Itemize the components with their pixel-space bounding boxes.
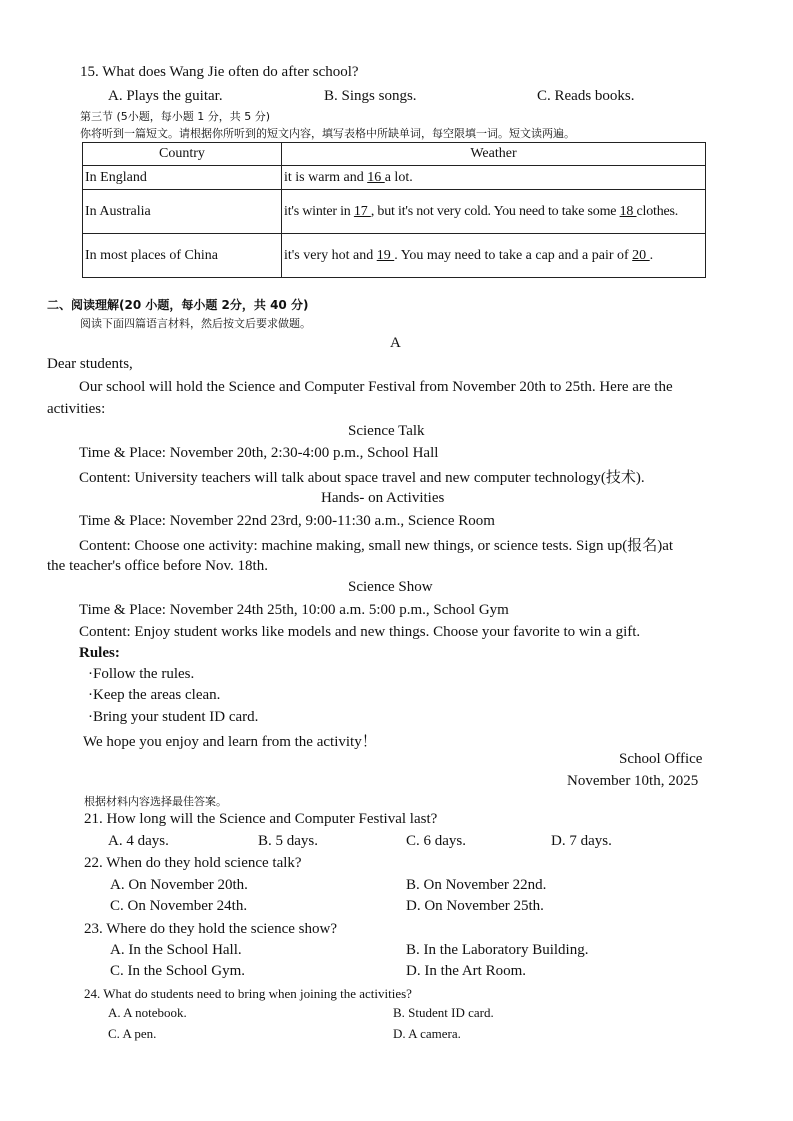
blank-20: 20 (632, 247, 650, 263)
science-talk-content: Content: University teachers will talk about space travel and new computer technology(技术). (79, 470, 645, 486)
science-talk-time: Time & Place: November 20th, 2:30-4:00 p.m., School Hall (79, 445, 439, 461)
col-header-country: Country (83, 143, 282, 166)
blank-18: 18 (619, 203, 637, 219)
option-15c: C. Reads books. (537, 88, 635, 104)
letter-date: November 10th, 2025 (567, 773, 699, 789)
option-22d: D. On November 25th. (406, 898, 544, 914)
blank-16: 16 (367, 169, 385, 185)
hands-on-content-2: the teacher's office before Nov. 18th. (47, 558, 268, 574)
part2-heading: 二、阅读理解(20 小题，每小题 2分，共 40 分) (47, 298, 309, 312)
weather-cell: it is warm and 16 a lot. (282, 166, 706, 190)
option-21b: B. 5 days. (258, 833, 318, 849)
rule-3: ·Bring your student ID card. (88, 709, 259, 725)
greeting: Dear students, (47, 356, 133, 372)
option-15a: A. Plays the guitar. (108, 88, 223, 104)
science-show-content: Content: Enjoy student works like models and new things. Choose your favorite to win a gift. (79, 624, 641, 640)
option-15b: B. Sings songs. (324, 88, 417, 104)
table-row (83, 234, 706, 278)
option-23d: D. In the Art Room. (406, 963, 526, 979)
table-row (83, 190, 706, 234)
blank-17: 17 (353, 203, 371, 219)
weather-cell: it's winter in 17 , but it's not very cold. You need to take some 18 clothes. (282, 190, 706, 234)
option-21c: C. 6 days. (406, 833, 466, 849)
option-24a: A. A notebook. (108, 1005, 187, 1020)
blank-19: 19 (376, 247, 395, 263)
option-21a: A. 4 days. (108, 833, 169, 849)
option-23c: C. In the School Gym. (110, 963, 245, 979)
intro-line-2: activities: (47, 401, 106, 417)
hands-on-title: Hands- on Activities (321, 490, 445, 506)
rules-label: Rules: (79, 645, 120, 661)
rule-1: ·Follow the rules. (88, 666, 195, 682)
question-22: 22. When do they hold science talk? (84, 855, 302, 871)
section3-instruction: 你将听到一篇短文。请根据你所听到的短文内容，填写表格中所缺单词，每空限填一词。短文读两遍。 (80, 127, 575, 140)
option-22c: C. On November 24th. (110, 898, 248, 914)
option-24c: C. A pen. (108, 1026, 157, 1041)
closing-line: We hope you enjoy and learn from the activity！ (83, 734, 377, 750)
question-23: 23. Where do they hold the science show? (84, 921, 337, 937)
hands-on-content-1: Content: Choose one activity: machine making, small new things, or science tests. Sign up(报名)at (79, 538, 674, 554)
science-show-title: Science Show (348, 579, 433, 595)
option-24b: B. Student ID card. (393, 1005, 494, 1020)
option-23b: B. In the Laboratory Building. (406, 942, 589, 958)
weather-cell: it's very hot and 19 . You may need to take a cap and a pair of 20 . (282, 234, 706, 278)
option-22b: B. On November 22nd. (406, 877, 547, 893)
option-22a: A. On November 20th. (110, 877, 248, 893)
science-talk-title: Science Talk (348, 423, 425, 439)
country-cell: In most places of China (83, 234, 282, 278)
country-cell: In Australia (83, 190, 282, 234)
part2-instruction: 阅读下面四篇语言材料，然后按文后要求做题。 (80, 317, 311, 330)
hands-on-time: Time & Place: November 22nd 23rd, 9:00-11:30 a.m., Science Room (79, 513, 495, 529)
weather-table (82, 142, 706, 278)
rule-2: ·Keep the areas clean. (88, 687, 221, 703)
option-21d: D. 7 days. (551, 833, 612, 849)
passage-letter: A (390, 335, 401, 351)
section3-heading: 第三节 (5小题，每小题 1 分，共 5 分) (80, 110, 271, 123)
country-cell: In England (83, 166, 282, 190)
question-24: 24. What do students need to bring when joining the activities? (84, 986, 412, 1001)
col-header-weather: Weather (282, 143, 706, 166)
option-24d: D. A camera. (393, 1026, 461, 1041)
signature: School Office (619, 751, 703, 767)
option-23a: A. In the School Hall. (110, 942, 242, 958)
table-row (83, 166, 706, 190)
question-21: 21. How long will the Science and Computer Festival last? (84, 811, 438, 827)
intro-line-1: Our school will hold the Science and Computer Festival from November 20th to 25th. Here are the (79, 379, 673, 395)
science-show-time: Time & Place: November 24th 25th, 10:00 a.m. 5:00 p.m., School Gym (79, 602, 509, 618)
question-15: 15. What does Wang Jie often do after school? (80, 64, 359, 80)
questions-instruction: 根据材料内容选择最佳答案。 (84, 795, 227, 808)
